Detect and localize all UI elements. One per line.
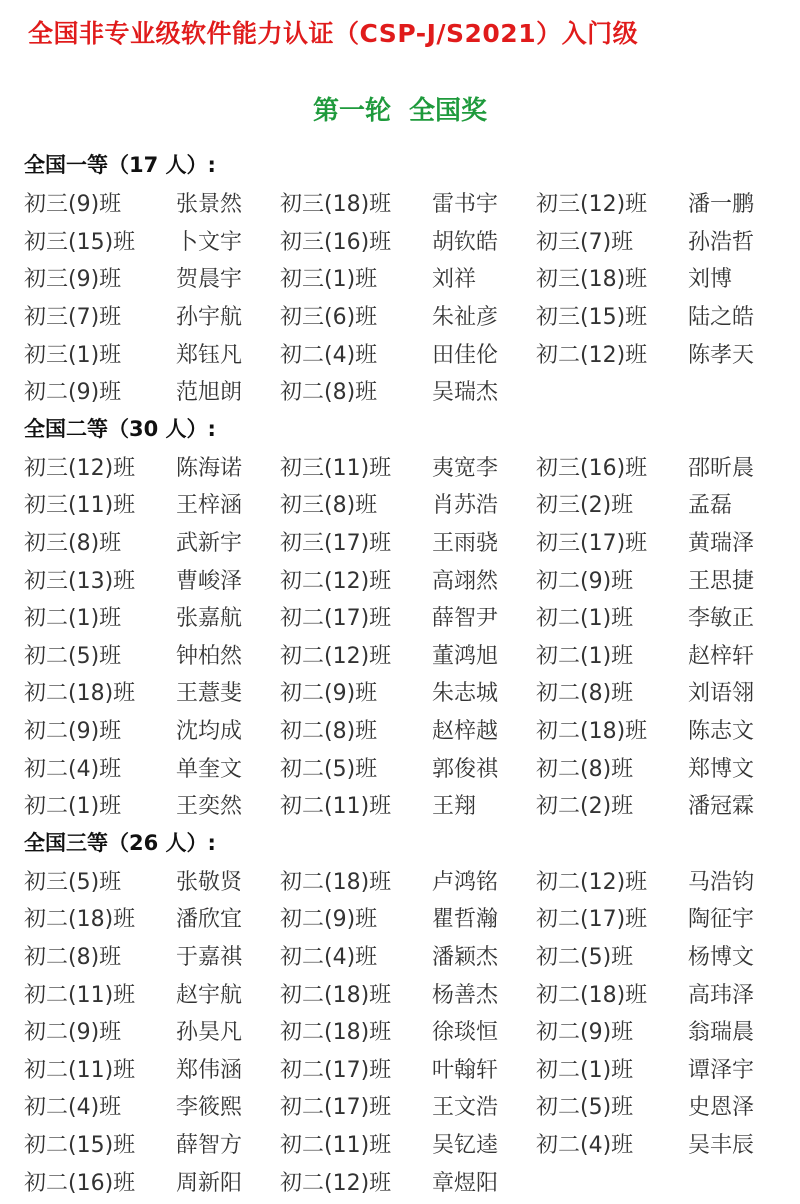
page-subtitle: 第一轮 全国奖 [312, 96, 488, 126]
student-name: 胡钦皓 [432, 229, 499, 255]
student-class: 初二(4)班 [536, 1132, 634, 1158]
student-name: 雷书宇 [432, 192, 499, 218]
student-class: 初二(1)班 [24, 794, 122, 820]
student-class: 初二(11)班 [280, 794, 392, 820]
page-title: 全国非专业级软件能力认证（CSP-J/S2021）入门级 [28, 19, 639, 48]
student-class: 初三(11)班 [280, 455, 392, 481]
award-row [24, 899, 794, 937]
student-name: 郑伟涵 [176, 1057, 243, 1083]
student-class: 初二(18)班 [536, 982, 648, 1008]
student-class: 初二(11)班 [24, 982, 136, 1008]
student-name: 李敏正 [688, 606, 755, 632]
student-name: 朱祉彦 [432, 305, 499, 331]
student-name: 王雨骁 [432, 531, 499, 557]
student-name: 张嘉航 [176, 606, 243, 632]
student-name: 郑钰凡 [176, 342, 243, 368]
student-class: 初二(8)班 [24, 944, 122, 970]
student-name: 刘博 [688, 267, 733, 293]
award-row [24, 485, 794, 523]
student-class: 初二(9)班 [24, 380, 122, 406]
student-name: 陈志文 [688, 719, 755, 745]
award-row [24, 523, 794, 561]
student-class: 初二(18)班 [24, 681, 136, 707]
award-row [24, 974, 794, 1012]
student-name: 谭泽宇 [688, 1057, 755, 1083]
award-row [24, 636, 794, 674]
student-class: 初二(9)班 [24, 719, 122, 745]
student-name: 薛智尹 [432, 606, 499, 632]
award-row [24, 372, 794, 410]
student-class: 初二(1)班 [536, 1057, 634, 1083]
student-class: 初三(17)班 [536, 531, 648, 557]
student-name: 卢鸿铭 [432, 869, 499, 895]
student-class: 初二(8)班 [280, 719, 378, 745]
student-class: 初三(7)班 [24, 305, 122, 331]
section-header: 全国一等（17 人）: [24, 153, 216, 177]
student-class: 初二(12)班 [280, 643, 392, 669]
student-name: 王文浩 [432, 1095, 499, 1121]
student-name: 刘语翎 [688, 681, 755, 707]
student-class: 初三(17)班 [280, 531, 392, 557]
student-class: 初二(1)班 [24, 606, 122, 632]
student-name: 潘一鹏 [688, 192, 755, 218]
student-name: 陆之皓 [688, 305, 755, 331]
student-class: 初二(9)班 [280, 907, 378, 933]
student-class: 初二(9)班 [536, 1020, 634, 1046]
student-class: 初三(11)班 [24, 493, 136, 519]
student-name: 范旭朗 [176, 380, 243, 406]
student-class: 初二(5)班 [536, 944, 634, 970]
student-name: 单奎文 [176, 756, 243, 782]
award-row [24, 1125, 794, 1163]
student-name: 潘冠霖 [688, 794, 755, 820]
award-row [24, 259, 794, 297]
student-class: 初二(17)班 [536, 907, 648, 933]
student-name: 于嘉祺 [176, 944, 243, 970]
student-name: 高翊然 [432, 568, 499, 594]
student-class: 初二(1)班 [536, 643, 634, 669]
student-class: 初二(12)班 [280, 568, 392, 594]
student-class: 初二(18)班 [280, 982, 392, 1008]
award-row [24, 222, 794, 260]
award-row [24, 786, 794, 824]
student-name: 郑博文 [688, 756, 755, 782]
student-name: 王奕然 [176, 794, 243, 820]
student-class: 初三(1)班 [280, 267, 378, 293]
student-class: 初二(4)班 [24, 1095, 122, 1121]
student-name: 王翔 [432, 794, 477, 820]
student-class: 初三(15)班 [536, 305, 648, 331]
student-class: 初三(9)班 [24, 192, 122, 218]
student-class: 初二(5)班 [536, 1095, 634, 1121]
student-class: 初三(6)班 [280, 305, 378, 331]
award-row [24, 560, 794, 598]
student-name: 卜文宇 [176, 229, 243, 255]
student-class: 初二(8)班 [536, 681, 634, 707]
student-name: 潘欣宜 [176, 907, 243, 933]
student-name: 李筱熙 [176, 1095, 243, 1121]
student-name: 肖苏浩 [432, 493, 499, 519]
award-row [24, 334, 794, 372]
student-name: 郭俊祺 [432, 756, 499, 782]
student-class: 初二(18)班 [536, 719, 648, 745]
student-class: 初二(18)班 [280, 1020, 392, 1046]
student-class: 初三(7)班 [536, 229, 634, 255]
student-name: 武新宇 [176, 531, 243, 557]
student-name: 陈孝天 [688, 342, 755, 368]
student-class: 初三(18)班 [280, 192, 392, 218]
student-name: 杨善杰 [432, 982, 499, 1008]
student-name: 王思捷 [688, 568, 755, 594]
student-class: 初二(17)班 [280, 1095, 392, 1121]
student-class: 初二(12)班 [536, 342, 648, 368]
award-row [24, 297, 794, 335]
student-name: 赵宇航 [176, 982, 243, 1008]
student-class: 初三(13)班 [24, 568, 136, 594]
student-class: 初三(8)班 [280, 493, 378, 519]
student-name: 沈均成 [176, 719, 243, 745]
student-name: 曹峻泽 [176, 568, 243, 594]
student-name: 黄瑞泽 [688, 531, 755, 557]
award-row [24, 598, 794, 636]
student-class: 初二(12)班 [536, 869, 648, 895]
student-name: 杨博文 [688, 944, 755, 970]
award-row [24, 748, 794, 786]
student-class: 初三(9)班 [24, 267, 122, 293]
award-row [24, 1162, 794, 1200]
award-list [24, 146, 794, 1200]
student-class: 初二(18)班 [280, 869, 392, 895]
student-name: 章煜阳 [432, 1170, 499, 1196]
student-name: 贺晨宇 [176, 267, 243, 293]
award-row [24, 1087, 794, 1125]
student-name: 瞿哲瀚 [432, 907, 499, 933]
student-class: 初二(11)班 [24, 1057, 136, 1083]
student-class: 初三(15)班 [24, 229, 136, 255]
student-class: 初三(12)班 [536, 192, 648, 218]
award-row [24, 862, 794, 900]
student-class: 初三(1)班 [24, 342, 122, 368]
student-class: 初二(4)班 [280, 944, 378, 970]
student-class: 初三(18)班 [536, 267, 648, 293]
student-class: 初三(16)班 [280, 229, 392, 255]
student-name: 马浩钧 [688, 869, 755, 895]
award-row [24, 184, 794, 222]
student-name: 王梓涵 [176, 493, 243, 519]
student-name: 吴丰辰 [688, 1132, 755, 1158]
student-class: 初二(17)班 [280, 606, 392, 632]
award-row [24, 448, 794, 486]
award-row [24, 711, 794, 749]
student-name: 赵梓轩 [688, 643, 755, 669]
student-name: 陈海诺 [176, 455, 243, 481]
award-row [24, 937, 794, 975]
student-name: 刘祥 [432, 267, 477, 293]
student-name: 吴瑞杰 [432, 380, 499, 406]
student-class: 初三(5)班 [24, 869, 122, 895]
student-class: 初二(11)班 [280, 1132, 392, 1158]
student-name: 王薏斐 [176, 681, 243, 707]
student-class: 初三(12)班 [24, 455, 136, 481]
student-class: 初三(8)班 [24, 531, 122, 557]
student-class: 初二(12)班 [280, 1170, 392, 1196]
student-class: 初三(2)班 [536, 493, 634, 519]
student-name: 朱志城 [432, 681, 499, 707]
award-row [24, 1049, 794, 1087]
student-name: 赵梓越 [432, 719, 499, 745]
student-name: 周新阳 [176, 1170, 243, 1196]
section-header: 全国二等（30 人）: [24, 416, 216, 441]
student-name: 高玮泽 [688, 982, 755, 1008]
student-name: 夷宽李 [432, 455, 499, 481]
student-name: 潘颖杰 [432, 944, 499, 970]
student-class: 初三(16)班 [536, 455, 648, 481]
student-class: 初二(4)班 [24, 756, 122, 782]
student-name: 陶征宇 [688, 907, 755, 933]
student-name: 孟磊 [688, 493, 733, 519]
student-name: 翁瑞晨 [688, 1020, 755, 1046]
student-class: 初二(5)班 [280, 756, 378, 782]
student-name: 张敬贤 [176, 869, 243, 895]
student-class: 初二(8)班 [280, 380, 378, 406]
student-class: 初二(4)班 [280, 342, 378, 368]
student-name: 徐琰恒 [432, 1020, 499, 1046]
student-name: 薛智方 [176, 1132, 243, 1158]
student-name: 董鸿旭 [432, 643, 499, 669]
student-name: 田佳伦 [432, 342, 499, 368]
student-class: 初二(15)班 [24, 1132, 136, 1158]
award-row [24, 673, 794, 711]
student-class: 初二(18)班 [24, 907, 136, 933]
student-class: 初二(9)班 [280, 681, 378, 707]
student-class: 初二(8)班 [536, 756, 634, 782]
student-name: 邵昕晨 [688, 455, 755, 481]
student-name: 叶翰轩 [432, 1057, 499, 1083]
student-class: 初二(17)班 [280, 1057, 392, 1083]
student-class: 初二(1)班 [536, 606, 634, 632]
award-row [24, 1012, 794, 1050]
student-class: 初二(9)班 [536, 568, 634, 594]
student-name: 孙宇航 [176, 305, 243, 331]
student-class: 初二(16)班 [24, 1170, 136, 1196]
student-class: 初二(5)班 [24, 643, 122, 669]
student-name: 钟柏然 [176, 643, 243, 669]
student-name: 史恩泽 [688, 1095, 755, 1121]
student-class: 初二(9)班 [24, 1020, 122, 1046]
student-name: 孙昊凡 [176, 1020, 243, 1046]
student-class: 初二(2)班 [536, 794, 634, 820]
student-name: 孙浩哲 [688, 229, 755, 255]
section-header: 全国三等（26 人）: [24, 830, 216, 855]
student-name: 吴钇逵 [432, 1132, 499, 1158]
student-name: 张景然 [176, 192, 243, 218]
